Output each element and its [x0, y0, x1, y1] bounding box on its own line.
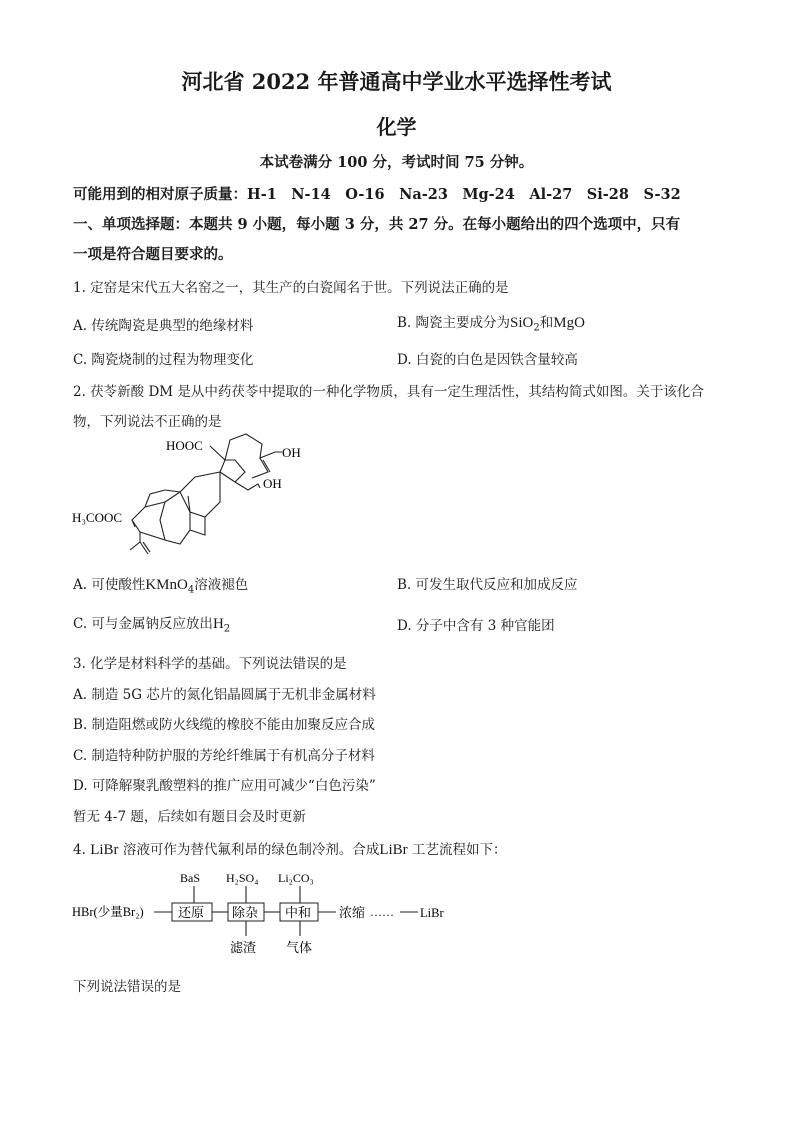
- q4-tail: 下列说法错误的是: [73, 979, 181, 995]
- q3-option-c: C. 制造特种防护服的芳纶纤维属于有机高分子材料: [73, 748, 375, 764]
- q2-option-a: A. 可使酸性KMnO$_4$溶液褪色: [73, 577, 249, 596]
- q4-stem: 4. LiBr 溶液可作为替代氟利昂的绿色制冷剂。合成LiBr 工艺流程如下：: [73, 842, 507, 858]
- q3-option-b: B. 制造阻燃或防火线缆的橡胶不能由加聚反应合成: [73, 717, 376, 733]
- process-flow-diagram: [68, 866, 458, 958]
- q2-option-d: D. 分子中含有 3 种官能团: [397, 618, 555, 634]
- flow-start: HBr(少量Br₂): [72, 905, 144, 919]
- notice-text: 暂无 4-7 题，后续如有题目会及时更新: [73, 809, 306, 825]
- q2-stem-line2: 物，下列说法不正确的是: [73, 414, 222, 430]
- subject-title: 化学: [376, 115, 417, 139]
- oh-label-2: OH: [263, 476, 282, 491]
- structure-bonds: [130, 434, 282, 554]
- atomic-masses: 可能用到的相对原子质量：H-1 N-14 O-16 Na-23 Mg-24 Al-27 Si-28 S-32: [73, 186, 681, 203]
- q3-option-d: D. 可降解聚乳酸塑料的推广应用可减少“白色污染”: [73, 778, 376, 794]
- output-residue: 滤渣: [230, 940, 257, 955]
- section-heading-line1: 一、单项选择题：本题共 9 小题，每小题 3 分，共 27 分。在每小题给出的四个选项中，只有: [73, 216, 681, 233]
- reagent-h2so4: H₂SO₄: [226, 871, 259, 885]
- oh-label-1: OH: [282, 445, 301, 460]
- exam-title: 河北省 2022 年普通高中学业水平选择性考试: [181, 69, 612, 94]
- structure-formula: [70, 432, 320, 562]
- output-gas: 气体: [286, 940, 313, 955]
- reagent-bas: BaS: [180, 871, 201, 885]
- q3-stem: 3. 化学是材料科学的基础。下列说法错误的是: [73, 656, 347, 672]
- hooc-label: HOOC: [166, 438, 203, 453]
- section-heading-line2: 一项是符合题目要求的。: [73, 246, 233, 263]
- q2-stem-line1: 2. 茯苓新酸 DM 是从中药茯苓中提取的一种化学物质，具有一定生理活性，其结构简式如图。关于该化合: [73, 384, 704, 400]
- flow-product: LiBr: [420, 906, 444, 920]
- step-2-label: 除杂: [232, 905, 259, 920]
- exam-info: 本试卷满分 100 分，考试时间 75 分钟。: [259, 154, 534, 171]
- ester-label: H₃COOC: [72, 510, 123, 525]
- step-3-label: 中和: [285, 905, 312, 920]
- q1-stem: 1. 定窑是宋代五大名窑之一，其生产的白瓷闻名于世。下列说法正确的是: [73, 280, 509, 296]
- q2-option-b: B. 可发生取代反应和加成反应: [397, 577, 578, 593]
- reagent-li2co3: Li₂CO₃: [278, 871, 314, 885]
- step-1-label: 还原: [178, 905, 205, 920]
- step-4-label: 浓缩: [339, 905, 366, 920]
- q1-option-a: A. 传统陶瓷是典型的绝缘材料: [73, 318, 254, 334]
- q1-option-d: D. 白瓷的白色是因铁含量较高: [397, 352, 578, 368]
- flow-dots: ……: [370, 905, 394, 919]
- q1-option-b: B. 陶瓷主要成分为SiO$_2$和MgO: [397, 315, 585, 334]
- q2-option-c: C. 可与金属钠反应放出$H_2$: [73, 616, 231, 635]
- q3-option-a: A. 制造 5G 芯片的氮化铝晶圆属于无机非金属材料: [73, 687, 376, 703]
- q1-option-c: C. 陶瓷烧制的过程为物理变化: [73, 352, 254, 368]
